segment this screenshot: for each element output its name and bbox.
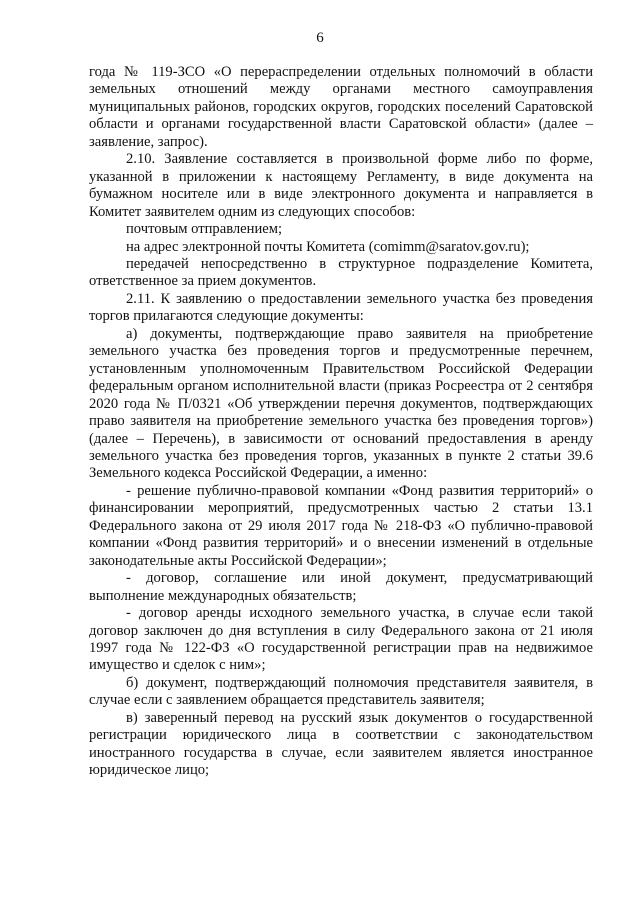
paragraph: а) документы, подтверждающие право заявителя на приобретение земельного участка без проведения торгов и предусмотренные перечнем, установленным уполномоченным Правительством Российской Федерации федеральным органом исполнительной власти (приказ Росреестра от 2 сентября 2020 года № П/0321 «Об утверждении перечня документов, подтверждающих право заявителя на приобретение земельного участка без проведения торгов») (далее – Перечень), в зависимости от оснований предоставления в аренду земельного участка без проведения торгов, указанных в пункте 2 статьи 39.6 Земельного кодекса Российской Федерации, а именно: — [89, 325, 593, 482]
paragraph: почтовым отправлением; — [126, 221, 283, 238]
paragraph: в) заверенный перевод на русский язык документов о государственной регистрации юридического лица в соответствии с законодательством иностранного государства в случае, если заявителем является иностранное юридическое лицо; — [89, 709, 593, 779]
paragraph: - договор, соглашение или иной документ, предусматривающий выполнение международных обязательств; — [89, 570, 593, 604]
paragraph: года № 119-ЗСО «О перераспределении отдельных полномочий в области земельных отношений между органами местного самоуправления муниципальных районов, городских округов, городских поселений Саратовской области и органами государственной власти Саратовской области» (далее – заявление, запрос). — [89, 64, 593, 150]
paragraph: передачей непосредственно в структурное подразделение Комитета, ответственное за прием документов. — [89, 255, 593, 290]
document-body — [89, 64, 593, 780]
paragraph: б) документ, подтверждающий полномочия представителя заявителя, в случае если с заявлением обращается представитель заявителя; — [89, 674, 593, 709]
paragraph: - решение публично-правовой компании «Фонд развития территорий» о финансировании мероприятий, предусмотренных частью 2 статьи 13.1 Федерального закона от 29 июля 2017 года № 218-ФЗ «О публично-правовой компании «Фонд развития территорий» и о внесении изменений в отдельные законодательные акты Российской Федерации»; — [89, 482, 593, 569]
paragraph: на адрес электронной почты Комитета (comimm@saratov.gov.ru); — [126, 238, 530, 255]
paragraph: 2.11. К заявлению о предоставлении земельного участка без проведения торгов прилагаются следующие документы: — [89, 290, 593, 325]
paragraph: 2.10. Заявление составляется в произвольной форме либо по форме, указанной в приложении к настоящему Регламенту, в виде документа на бумажном носителе или в виде электронного документа и направляется в Комитет заявителем одним из следующих способов: — [89, 151, 593, 220]
paragraph: - договор аренды исходного земельного участка, в случае если такой договор заключен до дня вступления в силу Федерального закона от 21 июля 1997 года № 122-ФЗ «О государственной регистрации прав на недвижимое имущество и сделок с ним»; — [89, 605, 593, 674]
page-number: 6 — [316, 30, 324, 46]
